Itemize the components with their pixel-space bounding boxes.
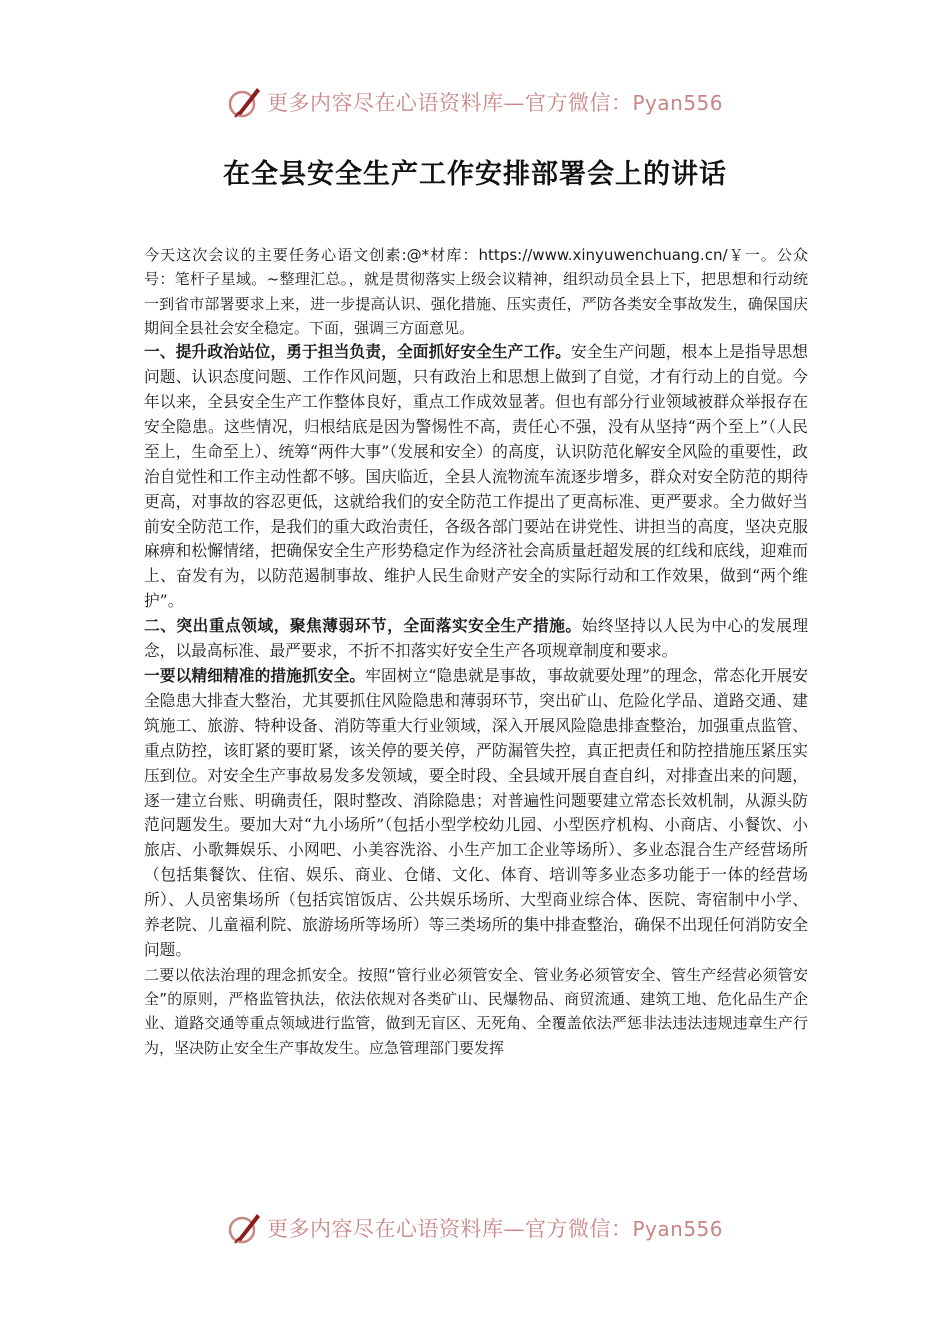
wechat-id: Pyan556 <box>632 91 723 115</box>
banner-text: 更多内容尽在心语资料库—官方微信：Pyan556 <box>266 91 723 115</box>
point-1-body: 牢固树立“隐患就是事故，事故就要处理”的理念，常态化开展安全隐患大排查大整治，尤其要抓住风险隐患和薄弱环节，突出矿山、危险化学品、道路交通、建筑施工、旅游、特种设备、消防等重大行业领域，深入开展风险隐患排查整治，加强重点监管、重点防控，该盯紧的要盯紧，该关停的要关停，严防漏管失控，真正把责任和防控措施压紧压实压到位。对安全生产事故易发多发领域，要全时段、全县域开展自查自纠，对排查出来的问题，逐一建立台账、明确责任，限时整改、消除隐患；对普遍性问题要建立常态长效机制，从源头防范问题发生。要加大对“九小场所”（包括小型学校幼儿园、小型医疗机构、小商店、小餐饮、小旅店、小歌舞娱乐、小网吧、小美容洗浴、小生产加工企业等场所）、多业态混合生产经营场所（包括集餐饮、住宿、娱乐、商业、仓储、文化、体育、培训等多业态多功能于一体的经营场所）、人员密集场所（包括宾馆饭店、公共娱乐场所、大型商业综合体、医院、寄宿制中小学、养老院、儿童福利院、旅游场所等场所）等三类场所的集中排查整治，确保不出现任何消防安全问题。 <box>144 665 808 959</box>
section-2-heading: 二、突出重点领域，聚焦薄弱环节，全面落实安全生产措施。 <box>144 616 582 636</box>
wechat-id: Pyan556 <box>632 1217 723 1241</box>
point-2: 二要以依法治理的理念抓安全。按照“管行业必须管安全、管业务必须管安全、管生产经营必须管安全”的原则，严格监管执法，依法依规对各类矿山、民爆物品、商贸流通、建筑工地、危化品生产企业、道路交通等重点领域进行监管，做到无盲区、无死角、全覆盖依法严惩非法违法违规违章生产行为，坚决防止安全生产事故发生。应急管理部门要发挥 <box>144 965 808 1057</box>
quill-pen-logo <box>227 1210 263 1246</box>
quill-pen-logo <box>227 84 263 120</box>
document-body <box>144 243 808 1060</box>
section-1-body: 安全生产问题，根本上是指导思想问题、认识态度问题、工作作风问题，只有政治上和思想上做到了自觉，才有行动上的自觉。今年以来，全县安全生产工作整体良好，重点工作成效显著。但也有部分行业领域被群众举报存在安全隐患。这些情况，归根结底是因为警惕性不高，责任心不强，没有从坚持“两个至上”（人民至上，生命至上）、统筹“两件大事”（发展和安全）的高度，认识防范化解安全风险的重要性，政治自觉性和工作主动性都不够。国庆临近，全县人流物流车流逐步增多，群众对安全防范的期待更高，对事故的容忍更低，这就给我们的安全防范工作提出了更高标准、更严要求。全力做好当前安全防范工作，是我们的重大政治责任，各级各部门要站在讲党性、讲担当的高度，坚决克服麻痹和松懈情绪，把确保安全生产形势稳定作为经济社会高质量赶超发展的红线和底线，迎难而上、奋发有为，以防范遏制事故、维护人民生命财产安全的实际行动和工作效果，做到“两个维护”。 <box>144 342 808 611</box>
section-2-body: 始终坚持以人民为中心的发展理念，以最高标准、最严要求，不折不扣落实好安全生产各项规章制度和要求。 <box>144 616 809 661</box>
header-banner <box>0 82 950 122</box>
section-1-heading: 一、提升政治站位，勇于担当负责，全面抓好安全生产工作。 <box>144 342 571 362</box>
point-1 <box>144 664 808 963</box>
document-title: 在全县安全生产工作安排部署会上的讲话 <box>223 159 727 190</box>
intro-paragraph: 今天这次会议的主要任务心语文创素:@*材库：https://www.xinyuwenchuang.cn/￥一。公众号：笔杆子星域。~整理汇总。，就是贯彻落实上级会议精神，组织动员全县上下，把思想和行动统一到省市部署要求上来，进一步提高认识、强化措施、压实责任，严防各类安全事故发生，确保国庆期间全县社会安全稳定。下面，强调三方面意见。 <box>144 246 808 337</box>
section-2 <box>144 614 808 664</box>
banner-text: 更多内容尽在心语资料库—官方微信：Pyan556 <box>266 1217 723 1241</box>
footer-banner <box>0 1208 950 1248</box>
point-1-heading: 一要以精细精准的措施抓安全。 <box>144 665 366 685</box>
section-1 <box>144 340 808 614</box>
